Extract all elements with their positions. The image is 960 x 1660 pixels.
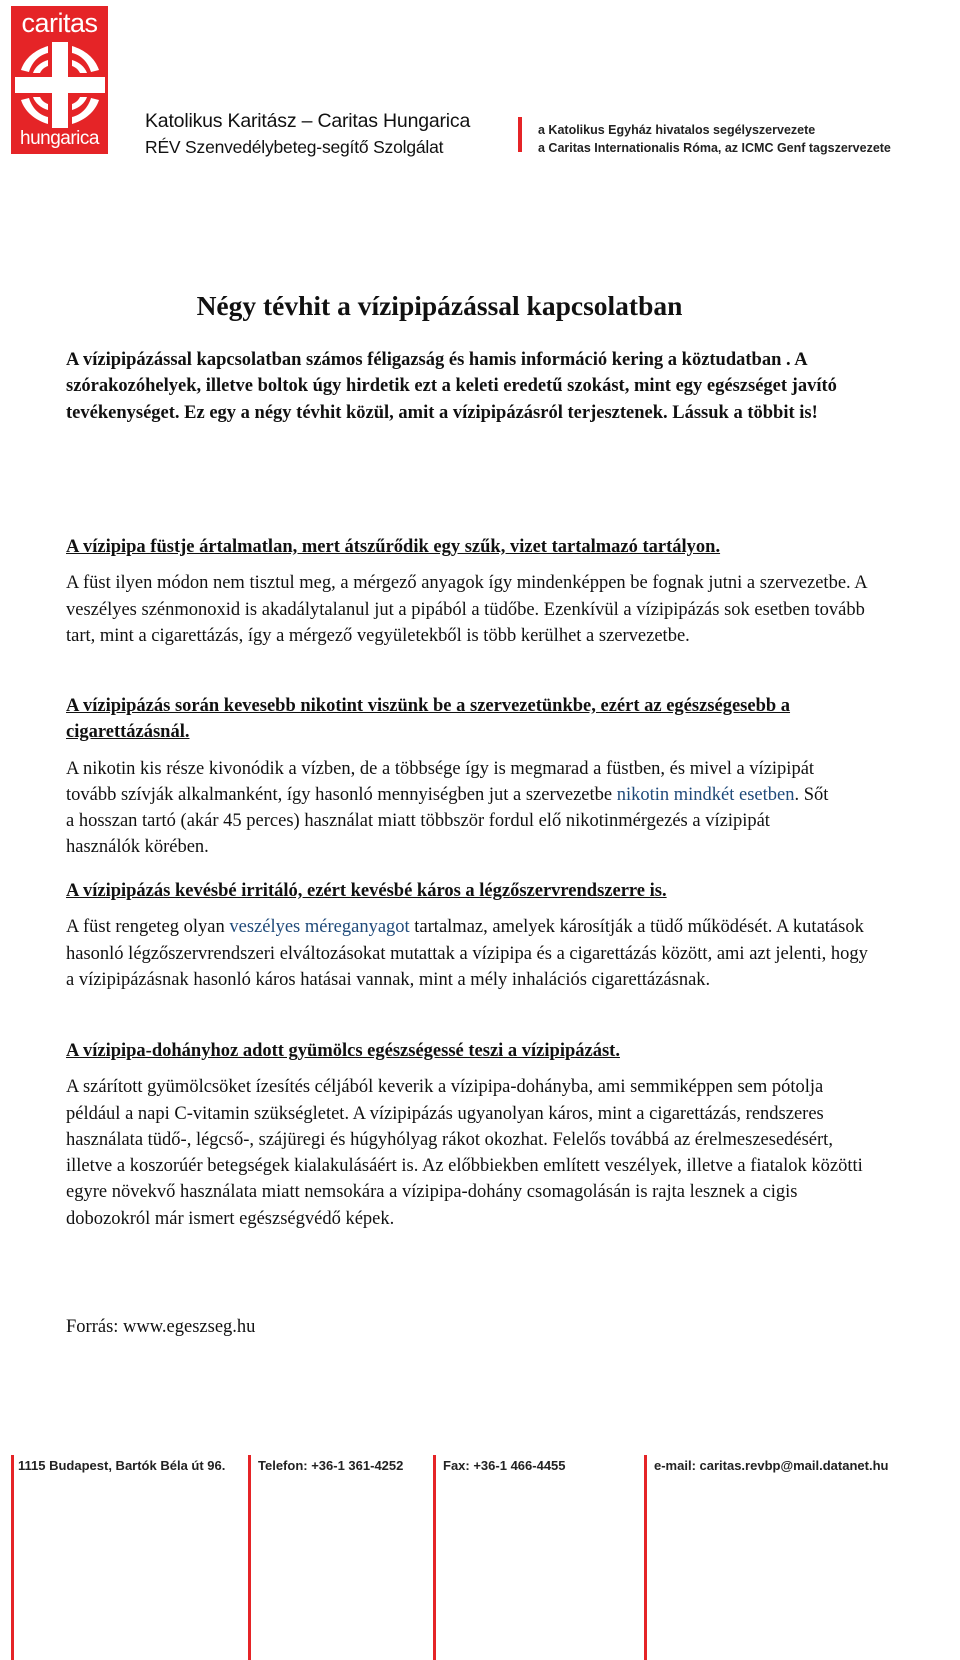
organization-service: RÉV Szenvedélybeteg-segítő Szolgálat (145, 137, 444, 157)
organization-name: Katolikus Karitász – Caritas Hungarica (145, 110, 471, 132)
inline-link[interactable]: nikotin mindkét esetben (616, 784, 795, 805)
myth-section-1 (66, 534, 876, 649)
myth-explanation: A füst ilyen módon nem tisztul meg, a mérgező anyagok így mindenképpen be fognak jutni a szervezetbe. A veszélyes szénmonoxid is akadálytalanul jut a pipából a tüdőbe. Ezenkívül a vízipipázás sok esetben tovább tart, mint a cigarettázás, így a mérgező vegyületekből is több kerülhet a szervezetbe. (66, 573, 867, 646)
myth-explanation (66, 756, 836, 861)
footer-fax: Fax: +36-1 466-4455 (443, 1458, 566, 1473)
footer-divider (248, 1455, 251, 1660)
myth-text: tartalmaz, amelyek károsítják a tüdő működését. A kutatások hasonló légzőszervrendszeri elváltozásokat mutattak a vízipipa és a cigarettázás között, ami azt jelenti, hogy a vízipipázásnak hasonló káros hatásai vannak, mint a mély inhalációs cigarettázásnak. (66, 917, 868, 990)
affiliation-line-1: a Katolikus Egyház hivatalos segélyszervezete (538, 123, 816, 137)
inline-link[interactable]: veszélyes méreganyagot (229, 917, 410, 938)
myth-section-4 (66, 1038, 876, 1232)
source-line: Forrás: www.egeszseg.hu (66, 1317, 256, 1337)
myth-explanation: A szárított gyümölcsöket ízesítés céljából keverik a vízipipa-dohányba, ami semmiképpen sem pótolja például a napi C-vitamin szükségletet. A vízipipázás ugyanolyan káros, mint a cigarettázás, rendszeres használata tüdő-, légcső-, szájüregi és húgyhólyag rákot okozhat. Felelős továbbá az érelmeszesedésért, illetve a koszorúér betegségek kialakulásáért is. Az előbbiekben említett veszélyek, illetve a fiatalok közötti egyre növekvő használata miatt nemsokára a vízipipa-dohány csomagolásán is rajta lesznek a cigis dobozokról már ismert egészségvédő képek. (66, 1077, 863, 1229)
affiliation-line-2: a Caritas Internationalis Róma, az ICMC Genf tagszervezete (538, 141, 891, 155)
myth-heading: A vízipipázás kevésbé irritáló, ezért kevésbé káros a légzőszervrendszerre is. (66, 881, 667, 901)
myth-text: . Sőt a hosszan tartó (akár 45 perces) használat miatt többször fordul elő nikotinmérgezés a vízipipát használók körében. (66, 784, 829, 858)
myth-text: A füst rengeteg olyan (66, 917, 230, 938)
footer-divider (433, 1455, 436, 1660)
affiliation-block (538, 121, 891, 157)
caritas-logo (11, 6, 108, 154)
myth-text: A nikotin kis része kivonódik a vízben, de a többsége így is megmarad a füstben, és mivel a vízipipát tovább szívják alkalmanként, így hasonló mennyiségben jut a szervezetbe (66, 758, 815, 805)
myth-heading: A vízipipázás során kevesebb nikotint viszünk be a szervezetünkbe, ezért az egészségesebb a cigarettázásnál. (66, 696, 791, 743)
footer-phone: Telefon: +36-1 361-4252 (258, 1458, 404, 1473)
footer-divider (644, 1455, 647, 1660)
myth-heading: A vízipipa füstje ártalmatlan, mert átszűrődik egy szűk, vizet tartalmazó tartályon. (66, 537, 721, 557)
myth-section-3 (66, 878, 876, 993)
caritas-cross-icon (15, 42, 105, 128)
footer-divider (11, 1455, 14, 1660)
logo-wordmark-bottom: hungarica (20, 128, 99, 149)
logo-wordmark-top: caritas (21, 8, 98, 38)
footer (0, 1455, 960, 1660)
document-title: Négy tévhit a vízipipázással kapcsolatban (196, 290, 683, 321)
footer-address: 1115 Budapest, Bartók Béla út 96. (18, 1458, 226, 1473)
organization-block (145, 108, 470, 160)
myth-explanation (66, 914, 876, 993)
myth-section-2 (66, 693, 876, 861)
header-divider (518, 117, 522, 152)
footer-email[interactable]: e-mail: caritas.revbp@mail.datanet.hu (654, 1458, 889, 1473)
myth-heading: A vízipipa-dohányhoz adott gyümölcs egészségessé teszi a vízipipázást. (66, 1041, 620, 1061)
intro-paragraph: A vízipipázással kapcsolatban számos féligazság és hamis információ kering a köztudatban . A szórakozóhelyek, illetve boltok úgy hirdetik ezt a keleti eredetű szokást, mint egy egészséget javító tevékenységet. Ez egy a négy tévhit közül, amit a vízipipázásról terjesztenek. Lássuk a többit is! (66, 350, 837, 423)
